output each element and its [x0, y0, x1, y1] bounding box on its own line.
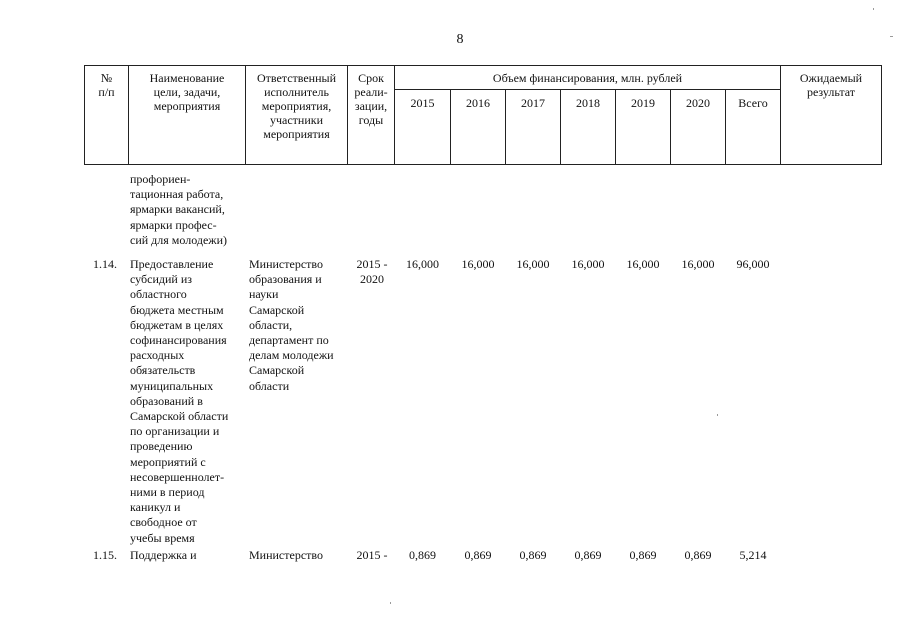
row-value-2018: 0,869: [574, 548, 602, 562]
row-value-2017: 16,000: [516, 257, 550, 271]
scan-speck: [717, 414, 718, 416]
row-value-total: 96,000: [736, 257, 770, 271]
col-border: [881, 65, 882, 165]
row-number: 1.14.: [93, 257, 117, 271]
header-total: Всего: [738, 96, 768, 110]
header-year-2020: 2020: [686, 96, 710, 110]
row-name: Предоставление субсидий из областного бюджета местным бюджетам в целях софинансирования расходных обязательств муниципальных образований в Самарской области по организации и проведению мероприятий с несовершеннолет- ними в период каникул и свободное от учебы время: [130, 257, 229, 545]
table-header: [0, 0, 905, 170]
row-name: профориен- тационная работа, ярмарки вакансий, ярмарки профес- сий для молодежи): [130, 172, 228, 247]
page-number: 8: [456, 32, 464, 47]
scan-speck: [890, 36, 893, 37]
row-name: Поддержка и: [130, 548, 197, 562]
row-value-2020: 0,869: [684, 548, 712, 562]
row-value-2015: 16,000: [406, 257, 439, 271]
header-top-border: [84, 65, 882, 66]
header-year-2017: 2017: [521, 96, 545, 110]
scan-speck: [390, 602, 391, 604]
row-value-2019: 0,869: [629, 548, 657, 562]
row-value-2016: 0,869: [464, 548, 492, 562]
row-value-total: 5,214: [739, 548, 767, 562]
row-value-2020: 16,000: [681, 257, 715, 271]
header-name: Наименование цели, задачи, мероприятия: [149, 71, 225, 113]
row-term: 2015 - 2020: [356, 257, 388, 287]
header-funding: Объем финансирования, млн. рублей: [492, 71, 683, 85]
row-value-2018: 16,000: [571, 257, 605, 271]
header-term: Срок реали- зации, годы: [354, 71, 388, 127]
header-year-2016: 2016: [466, 96, 490, 110]
row-number: 1.15.: [93, 548, 117, 562]
scan-speck: [873, 8, 874, 10]
row-term: 2015 -: [356, 548, 388, 562]
header-bottom-border: [84, 164, 882, 165]
header-responsible: Ответственный исполнитель мероприятия, участники мероприятия: [256, 71, 337, 141]
header-year-2015: 2015: [410, 96, 435, 110]
header-result: Ожидаемый результат: [799, 71, 863, 99]
header-num: № п/п: [98, 71, 115, 99]
row-responsible: Министерство: [249, 548, 323, 562]
row-value-2015: 0,869: [409, 548, 436, 562]
funding-subheader-border: [394, 89, 780, 90]
row-responsible: Министерство образования и науки Самарской области, департамент по делам молодежи Самарской области: [249, 257, 334, 393]
row-value-2019: 16,000: [626, 257, 660, 271]
row-value-2016: 16,000: [461, 257, 495, 271]
header-year-2019: 2019: [631, 96, 655, 110]
header-year-2018: 2018: [576, 96, 600, 110]
row-value-2017: 0,869: [519, 548, 547, 562]
